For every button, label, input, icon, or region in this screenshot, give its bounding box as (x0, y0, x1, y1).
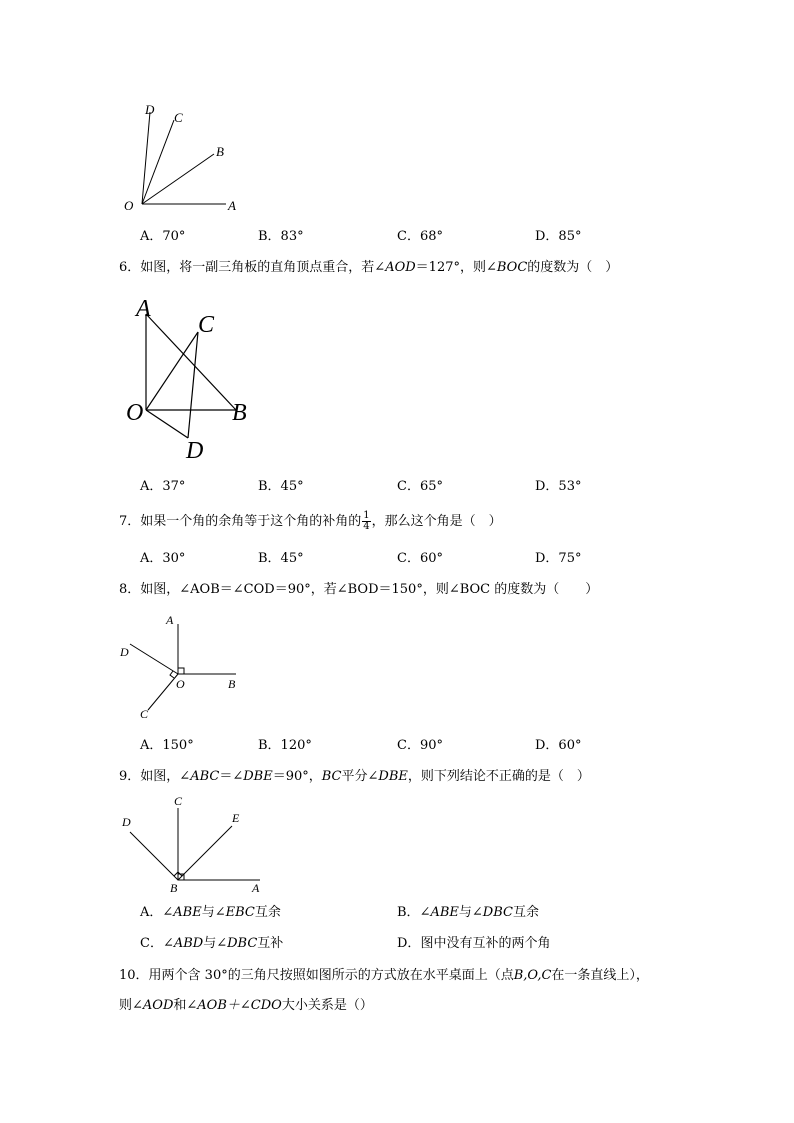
q9-math-1: ∠ABC (179, 769, 220, 784)
q6-side-od (146, 410, 188, 438)
q8-option-b[interactable]: B．120° (258, 738, 312, 753)
q5-ray-oc (142, 120, 174, 204)
q9-label-d: D (122, 815, 131, 829)
q7-frac-num: 1 (363, 510, 370, 521)
q9-number: 9． (119, 769, 141, 784)
q9-option-a-m1: ∠ABE (162, 905, 202, 920)
q7-number: 7． (119, 514, 141, 529)
q5-option-d[interactable]: D．85° (535, 229, 582, 244)
q9-option-a-mid: 与 (201, 905, 215, 920)
q9-option-d-prefix: D． (397, 936, 421, 951)
q9-option-d[interactable] (397, 936, 550, 952)
q8-figure (116, 610, 246, 722)
q7-option-a[interactable]: A．30° (140, 551, 186, 566)
q5-option-a[interactable]: A．70° (140, 229, 186, 244)
q9-label-a: A (252, 881, 260, 895)
q6-label-d: D (186, 438, 204, 464)
q9-option-b-m1: ∠ABE (419, 905, 459, 920)
q6-option-a[interactable]: A．37° (140, 479, 186, 494)
q8-label-b: B (228, 677, 236, 691)
q7-text-2: ，那么这个角是（ ） (371, 514, 502, 529)
q6-option-d[interactable]: D．53° (535, 479, 582, 494)
q9-option-c-prefix: C． (140, 936, 163, 951)
q9-option-a-prefix: A． (140, 905, 163, 920)
q9-text-2: ＝ (219, 769, 233, 784)
q6-question (119, 260, 618, 276)
q5-ray-ob (142, 154, 214, 204)
q10-line2-math-2: ∠AOB＋∠CDO (186, 998, 282, 1013)
q9-math-4: ∠DBE (367, 769, 408, 784)
q8-label-o: O (176, 677, 185, 691)
q8-right-angle-mark-cod (170, 671, 174, 678)
q7-option-b[interactable]: B．45° (258, 551, 304, 566)
q6-math-1: ∠AOD (374, 260, 416, 275)
q9-option-a[interactable] (140, 905, 281, 921)
q6-label-c: C (198, 312, 215, 338)
q6-text-2: ＝127°，则 (415, 260, 486, 275)
q9-option-a-suffix: 互余 (254, 905, 281, 920)
q9-text-4: 平分 (341, 769, 368, 784)
q9-option-c-m1: ∠ABD (162, 936, 204, 951)
q9-math-3: BC (321, 769, 342, 784)
q10-line1-text: 用两个含 30°的三角尺按照如图所示的方式放在水平桌面上（点 (148, 968, 514, 983)
q9-text-3: ＝90°， (272, 769, 322, 784)
q6-side-oc (146, 332, 198, 410)
q10-line2-math-1: ∠AOD (132, 998, 174, 1013)
q9-option-c[interactable] (140, 936, 283, 952)
q5-option-b[interactable]: B．83° (258, 229, 304, 244)
q5-label-d: D (145, 102, 155, 117)
q9-option-a-m2: ∠EBC (214, 905, 255, 920)
q6-side-cd (188, 332, 198, 438)
q9-option-c-mid: 与 (203, 936, 217, 951)
q8-ray-oc (148, 674, 178, 710)
q9-question (119, 769, 590, 785)
q6-label-b: B (232, 400, 247, 426)
q8-option-c[interactable]: C．90° (397, 738, 443, 753)
q9-option-c-m2: ∠DBC (216, 936, 258, 951)
q8-label-d: D (120, 645, 129, 659)
q5-option-c[interactable]: C．68° (397, 229, 443, 244)
q9-option-c-suffix: 互补 (257, 936, 284, 951)
q8-question (119, 582, 598, 598)
q7-option-c[interactable]: C．60° (397, 551, 443, 566)
q10-number: 10． (119, 968, 149, 983)
q9-option-d-text: 图中没有互补的两个角 (420, 936, 551, 951)
q10-line2-text-2: 和 (173, 998, 187, 1013)
q8-option-a[interactable]: A．150° (140, 738, 194, 753)
q6-text-1: 如图，将一副三角板的直角顶点重合，若 (140, 260, 375, 275)
q10-question-line-2 (119, 998, 373, 1014)
q8-label-c: C (140, 707, 149, 721)
q6-label-a: A (136, 296, 151, 322)
q5-label-o: O (124, 198, 134, 213)
q9-text-1: 如图， (140, 769, 180, 784)
q8-option-d[interactable]: D．60° (535, 738, 582, 753)
q10-line2-text-3: 大小关系是（） (281, 998, 373, 1013)
q6-label-o: O (126, 400, 144, 426)
q5-label-a: A (228, 198, 236, 213)
q8-text: 如图，∠AOB＝∠COD＝90°，若∠BOD＝150°，则∠BOC 的度数为（ ） (140, 582, 599, 597)
q8-ray-od (130, 644, 178, 674)
q9-label-e: E (232, 811, 240, 825)
q9-option-b-suffix: 互余 (512, 905, 539, 920)
q9-math-2: ∠DBE (232, 769, 273, 784)
q10-line2-text-1: 则 (119, 998, 133, 1013)
q7-question (119, 510, 502, 534)
q9-label-b: B (170, 881, 178, 895)
q9-option-b-m2: ∠DBC (471, 905, 513, 920)
q9-label-c: C (174, 794, 183, 808)
q6-number: 6． (119, 260, 141, 275)
q10-line1-math: B,O,C (513, 968, 552, 983)
q9-option-b-prefix: B． (397, 905, 420, 920)
q6-math-2: ∠BOC (486, 260, 528, 275)
q9-ray-bd (130, 832, 178, 880)
q6-option-c[interactable]: C．65° (397, 479, 443, 494)
q7-option-d[interactable]: D．75° (535, 551, 582, 566)
q7-text-1: 如果一个角的余角等于这个角的补角的 (140, 514, 362, 529)
q5-ray-od (142, 112, 150, 204)
q8-number: 8． (119, 582, 141, 597)
q5-label-c: C (174, 110, 183, 125)
q9-figure (116, 792, 266, 896)
q6-option-b[interactable]: B．45° (258, 479, 304, 494)
q5-label-b: B (216, 144, 224, 159)
q5-figure (118, 98, 258, 218)
q8-right-angle-mark (178, 668, 184, 674)
q9-text-5: ，则下列结论不正确的是（ ） (407, 769, 590, 784)
q9-option-b-mid: 与 (458, 905, 472, 920)
q9-option-b[interactable] (397, 905, 539, 921)
q10-line1-end: 在一条直线上）， (551, 968, 649, 983)
q6-text-3: 的度数为（ ） (527, 260, 619, 275)
q6-side-ab (146, 314, 236, 410)
q8-label-a: A (166, 613, 174, 627)
q9-ray-be (178, 826, 232, 880)
q10-question-line-1 (119, 968, 649, 984)
q7-frac-den: 4 (363, 521, 370, 532)
q6-figure (124, 292, 264, 464)
q7-fraction (362, 511, 370, 532)
